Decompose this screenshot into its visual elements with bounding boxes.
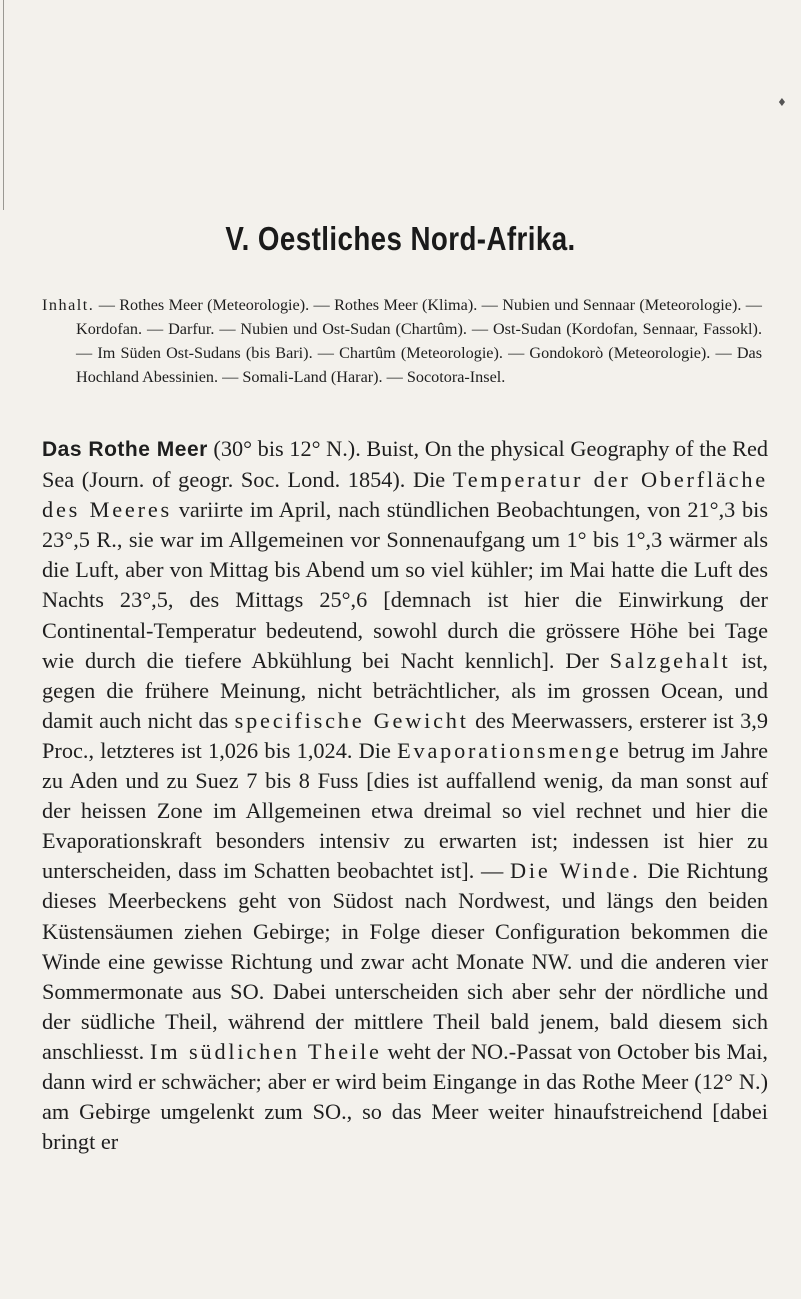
- stray-mark-glyph: ♦: [777, 96, 787, 109]
- paragraph-part-7: weht der NO.-Passat von October bis Mai, dann wird er schwächer; aber er wird beim Eingange in das Rothe Meer (12° N.) am Gebirge umgelenkt zum SO., so das Meer weiter hinaufstreichend [dabei bringt er: [42, 1038, 768, 1155]
- section-paragraph: [42, 434, 768, 1157]
- paragraph-part-2: variirte im April, nach stündlichen Beobachtungen, von 21°,3 bis 23°,5 R., sie war im Allgemeinen vor Sonnenaufgang um 1° bis 1°,3 wärmer als die Luft, aber von Mittag bis Abend um so viel kühler; im Mai hatte die Luft des Nachts 23°,5, des Mittags 25°,6 [demnach ist hier die Einwirkung der Continental-Temperatur bedeutend, sowohl durch die grössere Höhe bei Tage wie durch die tiefere Abkühlung bei Nacht kennlich]. Der: [42, 497, 769, 673]
- paragraph-part-5: betrug im Jahre zu Aden und zu Suez 7 bis 8 Fuss [dies ist auffallend wenig, da man sonst auf der heissen Zone im Allgemeinen etwa dreimal so viel rechnet und hier die Evaporationskraft besonders intensiv zu erwarten ist; indessen ist hier zu unterscheiden, dass im Schatten beobachtet ist]. —: [42, 737, 768, 884]
- section-heading: Das Rothe Meer: [42, 438, 208, 461]
- term-suedlich: Im südlichen Theile: [150, 1038, 382, 1064]
- summary-text: — Rothes Meer (Meteorologie). — Rothes Meer (Klima). — Nubien und Sennaar (Meteorologie). — Kordofan. — Darfur. — Nubien und Ost-Sudan (Chartûm). — Ost-Sudan (Kordofan, Sennaar, Fassokl). — Im Süden Ost-Sudans (bis Bari). — Chartûm (Meteorologie). — Gondokorò (Meteorologie). — Das Hochland Abessinien. — Somali-Land (Harar). — Socotora-Insel.: [76, 296, 762, 386]
- chapter-title: V. Oestliches Nord-Afrika.: [225, 220, 576, 257]
- paragraph-part-3: ist, gegen die frühere Meinung, nicht beträchtlicher, als im grossen Ocean, und damit auch nicht das: [42, 647, 768, 733]
- term-temperatur: Temperatur der Oberfläche des Meeres: [42, 467, 769, 523]
- chapter-summary: [42, 293, 762, 389]
- term-gewicht: specifische Gewicht: [234, 707, 469, 733]
- summary-lead: Inhalt.: [42, 296, 95, 314]
- paragraph-part-6: Die Richtung dieses Meerbeckens geht von Südost nach Nordwest, und längs den beiden Küstensäumen ziehen Gebirge; in Folge dieser Configuration bekommen die Winde eine gewisse Richtung und zwar acht Monate NW. und die anderen vier Sommermonate aus SO. Dabei unterscheiden sich aber sehr der nördliche und der südliche Theil, während der mittlere Theil bald jenem, bald diesem sich anschliesst.: [42, 858, 769, 1064]
- term-salzgehalt: Salzgehalt: [609, 647, 731, 673]
- paragraph-part-1: (30° bis 12° N.). Buist, On the physical Geography of the Red Sea (Journ. of geogr. Soc. Lond. 1854). Die: [42, 436, 768, 493]
- paragraph-part-4: des Meerwassers, ersterer ist 3,9 Proc., letzteres ist 1,026 bis 1,024. Die: [42, 707, 768, 763]
- term-evaporation: Evaporationsmenge: [397, 737, 622, 763]
- term-winde: Die Winde.: [510, 858, 641, 884]
- page-edge-line: [3, 0, 4, 210]
